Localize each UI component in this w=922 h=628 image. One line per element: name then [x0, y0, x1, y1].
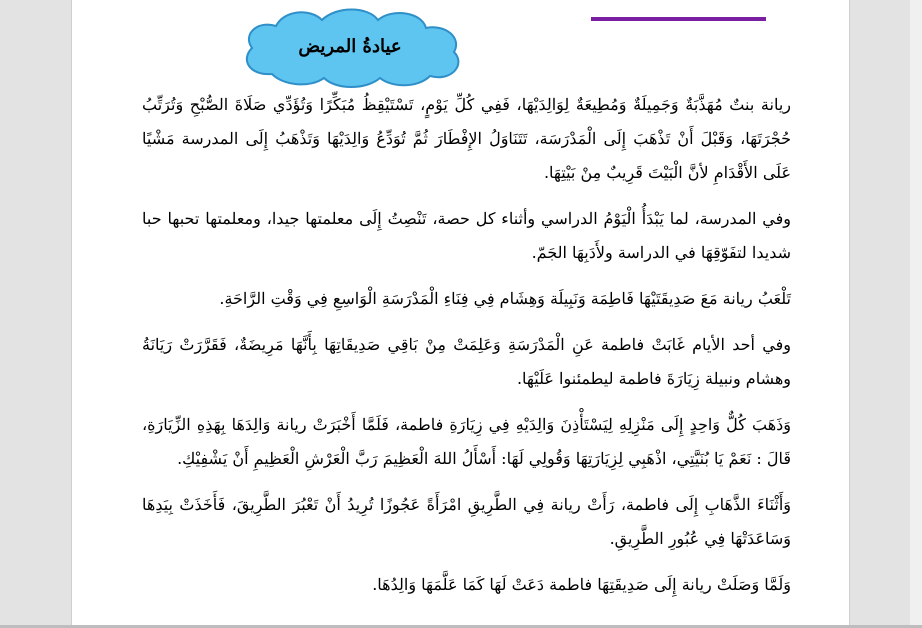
document-page [71, 0, 850, 628]
vertical-scrollbar[interactable] [910, 0, 922, 628]
paragraph: ريانة بنتٌ مُهَذَّبَةٌ وَجَمِيلَةٌ وَمُطِيعَةٌ لِوَالِدَيْهَا، فَفِي كُلِّ يَوْمٍ، تَسْتَيْقِظُ مُبَكِّرًا وَتُؤَدِّي صَلَاةَ الصُّبْحِ وَتُرَتِّبُ حُجْرَتَهَا، وَقَبْلَ أَنْ تَذْهَبَ إِلَى الْمَدْرَسَة، تَتَنَاوَلُ الإِفْطَارَ ثُمَّ تُوَدِّعُ وَالِدَيْهَا وَتَذْهَبُ إِلَى المدرسة مَشْيًا عَلَى الأَقْدَامِ لأنَّ الْبَيْتَ قَرِيبٌ مِنْ بَيْتِهَا. [142, 95, 792, 182]
paragraph: وَذَهَبَ كُلٌّ وَاحِدٍ إِلَى مَنْزِلِهِ لِيَسْتَأْذِنَ وَالِدَيْهِ فِي زِيَارَةِ فاطمة، فَلَمَّا أَخْبَرَتْ ريانة وَالِدَهَا بِهَذِهِ الزِّيَارَةِ، قَالَ : نَعَمْ يَا بُنَيَّتِي، اذْهَبِي لِزِيَارَتِهَا وَقُولِي لَهَا: أَسْأَلُ اللهَ الْعَظِيمَ رَبَّ الْعَرْشِ الْعَظِيمِ أَنْ يَشْفِيْكِ. [142, 415, 792, 468]
paragraph: تَلْعَبُ ريانة مَعَ صَدِيقَتَيْهَا فَاطِمَة وَنَبِيلَة وَهِشَام فِي فِنَاءِ الْمَدْرَسَةِ الْوَاسِعِ فِي وَقْتِ الرَّاحَةِ. [219, 289, 791, 308]
paragraph: وفي أحد الأيام غَابَتْ فاطمة عَنِ الْمَدْرَسَةِ وَعَلِمَتْ مِنْ بَاقِي صَدِيقَاتِهَا بِأَنَّهَا مَرِيضَةٌ، فَقَرَّرَتْ رَيَانَةُ وهشام ونبيلة زِيَارَةَ فاطمة ليطمئنوا عَلَيْهَا. [142, 335, 792, 388]
header-accent-bar [591, 17, 766, 21]
paragraph: وَلَمَّا وَصَلَتْ ريانة إِلَى صَدِيقَتِهَا فاطمة دَعَتْ لَهَا كَمَا عَلَّمَهَا وَالِدُهَا. [372, 575, 791, 594]
page-title: عيادةُ المريض [298, 36, 402, 57]
story-text [142, 88, 791, 614]
paragraph: وَأَثْنَاءَ الذَّهَابِ إِلَى فاطمة، رَأَتْ ريانة فِي الطَّرِيقِ امْرَأَةً عَجُوزًا تُرِيدُ أَنْ تَعْبُرَ الطَّرِيقَ، فَأَخَذَتْ بِيَدِهَا وَسَاعَدَتْهَا فِي عُبُورِ الطَّرِيقِ. [142, 495, 791, 548]
paragraph: وفي المدرسة، لما يَبْدَأُ الْيَوْمُ الدراسي وأثناء كل حصة، تَنْصِتُ إِلَى معلمتها جيدا، ومعلمتها تحبها حبا شديدا لتفَوّقِهَا في الدراسة ولأَدَبِهَا الجَمّ. [142, 209, 791, 262]
